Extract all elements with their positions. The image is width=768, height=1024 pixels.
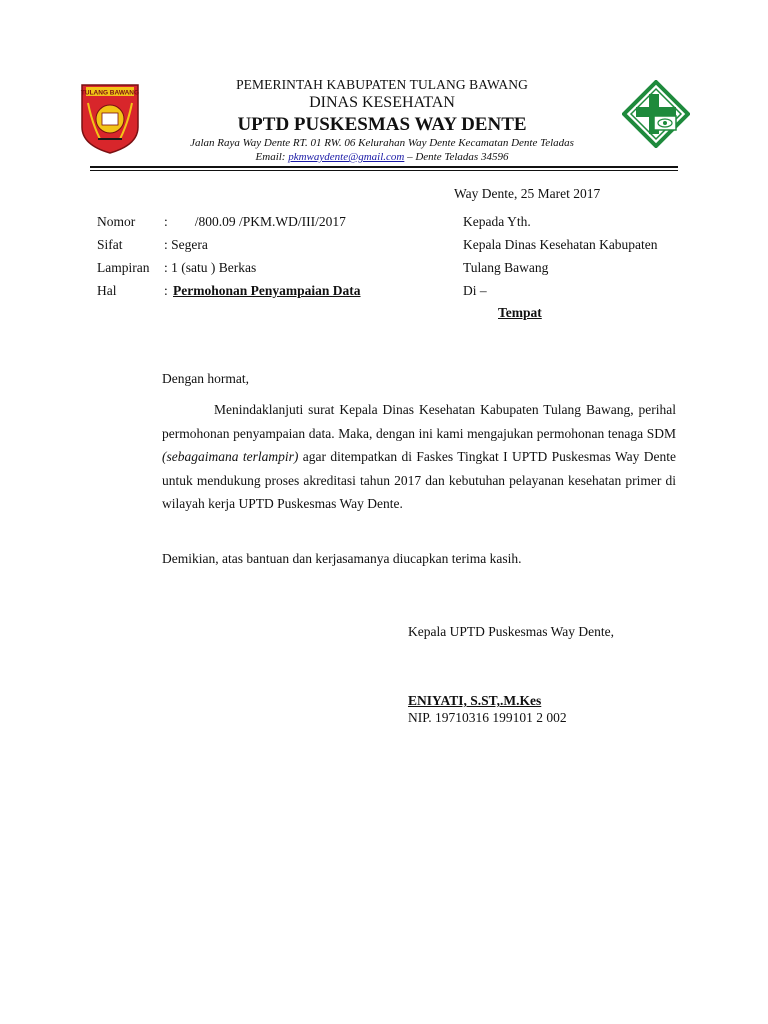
- lampiran-label: Lampiran: [97, 260, 150, 275]
- puskesmas-logo: [622, 80, 690, 148]
- address-line: Jalan Raya Way Dente RT. 01 RW. 06 Kelurahan Way Dente Kecamatan Dente Teladas: [190, 137, 574, 149]
- closing-line: Demikian, atas bantuan dan kerjasamanya diucapkan terima kasih.: [162, 551, 522, 566]
- paragraph-italic: (sebagaimana terlampir): [162, 449, 299, 464]
- sifat-label: Sifat: [97, 237, 123, 252]
- email-label: Email:: [255, 151, 286, 163]
- signature-nip: NIP. 19710316 199101 2 002: [408, 710, 567, 725]
- body-paragraph: [162, 398, 676, 516]
- letterhead-rule-thick: [90, 166, 678, 168]
- crest-banner-text: TULANG BAWANG: [80, 89, 140, 97]
- signature-name: ENIYATI, S.ST,.M.Kes: [408, 693, 542, 708]
- letterhead-rule-thin: [90, 170, 678, 171]
- greeting: Dengan hormat,: [162, 371, 249, 386]
- unit-title: UPTD PUSKESMAS WAY DENTE: [237, 114, 527, 135]
- recipient-line-3: Tulang Bawang: [463, 260, 549, 275]
- recipient-line-5: Tempat: [498, 305, 542, 320]
- hal-colon: :: [164, 283, 168, 298]
- email-suffix: – Dente Teladas 34596: [407, 151, 509, 163]
- email-link[interactable]: pkmwaydente@gmail.com: [288, 151, 405, 163]
- agency-title: DINAS KESEHATAN: [309, 94, 455, 111]
- hal-value: Permohonan Penyampaian Data: [173, 283, 361, 298]
- recipient-line-4: Di –: [463, 283, 487, 298]
- recipient-line-2: Kepala Dinas Kesehatan Kabupaten: [463, 237, 658, 252]
- nomor-label: Nomor: [97, 214, 136, 229]
- government-title: PEMERINTAH KABUPATEN TULANG BAWANG: [236, 77, 528, 92]
- date-line: Way Dente, 25 Maret 2017: [454, 186, 601, 201]
- recipient-line-1: Kepada Yth.: [463, 214, 531, 229]
- paragraph-part-2: agar ditempatkan di Faskes Tingkat I UPTD Puskesmas Way Dente untuk mendukung proses akreditasi tahun 2017 dan kebutuhan pelayanan kesehatan primer di wilayah kerja UPTD Puskesmas Way Dente.: [162, 449, 676, 511]
- sifat-value: : Segera: [164, 237, 208, 252]
- nomor-value: : /800.09 /PKM.WD/III/2017: [164, 214, 346, 229]
- email-line: [140, 151, 624, 163]
- regency-crest-logo: [80, 83, 140, 155]
- lampiran-value: : 1 (satu ) Berkas: [164, 260, 257, 275]
- signature-title: Kepala UPTD Puskesmas Way Dente,: [408, 624, 615, 639]
- hal-label: Hal: [97, 283, 117, 298]
- paragraph-part-1: Menindaklanjuti surat Kepala Dinas Kesehatan Kabupaten Tulang Bawang, perihal permohonan penyampaian data. Maka, dengan ini kami mengajukan permohonan tenaga SDM: [162, 402, 676, 441]
